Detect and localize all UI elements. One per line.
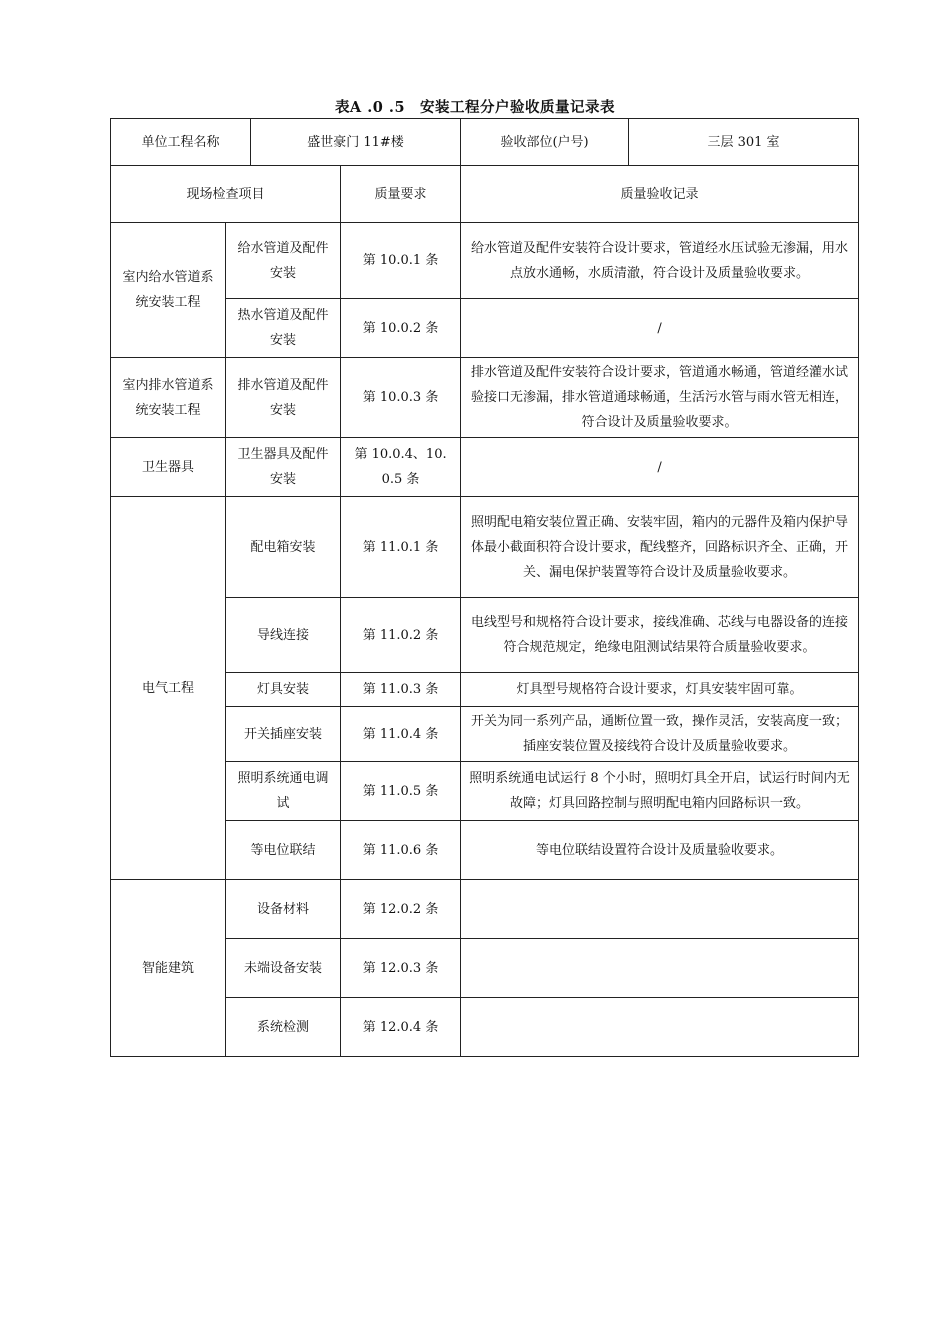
requirement-cell: 第 10.0.2 条 [341,299,461,358]
item-cell: 热水管道及配件安装 [226,299,341,358]
record-cell: 给水管道及配件安装符合设计要求，管道经水压试验无渗漏，用水点放水通畅，水质清澈，符合设计及质量验收要求。 [461,223,859,299]
item-cell: 系统检测 [226,998,341,1057]
record-cell [461,880,859,939]
item-cell: 未端设备安装 [226,939,341,998]
header-row [111,119,859,166]
table-row [111,880,859,939]
requirement-cell: 第 11.0.3 条 [341,673,461,707]
group-smart-building: 智能建筑 [111,880,226,1057]
page-title: 表A .0 .5 安装工程分户验收质量记录表 [334,99,616,116]
record-cell: 灯具型号规格符合设计要求，灯具安装牢固可靠。 [461,673,859,707]
column-header-row [111,166,859,223]
table-row [111,497,859,598]
requirement-cell: 第 11.0.5 条 [341,762,461,821]
item-cell: 卫生器具及配件安装 [226,438,341,497]
unit-name-label: 单位工程名称 [111,119,251,166]
group-drainage: 室内排水管道系统安装工程 [111,358,226,438]
requirement-cell: 第 12.0.4 条 [341,998,461,1057]
column-header-record: 质量验收记录 [461,166,859,223]
record-cell: / [461,438,859,497]
item-cell: 导线连接 [226,598,341,673]
requirement-cell: 第 12.0.3 条 [341,939,461,998]
record-cell: 电线型号和规格符合设计要求，接线准确、芯线与电器设备的连接符合规范规定，绝缘电阻测试结果符合质量验收要求。 [461,598,859,673]
item-cell: 照明系统通电调试 [226,762,341,821]
record-cell [461,939,859,998]
record-cell [461,998,859,1057]
requirement-cell: 第 10.0.1 条 [341,223,461,299]
unit-name-value: 盛世豪门 11#楼 [251,119,461,166]
item-cell: 给水管道及配件安装 [226,223,341,299]
requirement-cell: 第 11.0.2 条 [341,598,461,673]
requirement-cell: 第 10.0.4、10.0.5 条 [341,438,461,497]
column-header-item: 现场检查项目 [111,166,341,223]
table-row [111,358,859,438]
item-cell: 灯具安装 [226,673,341,707]
item-cell: 设备材料 [226,880,341,939]
record-cell: 照明系统通电试运行 8 个小时，照明灯具全开启，试运行时间内无故障；灯具回路控制与照明配电箱内回路标识一致。 [461,762,859,821]
column-header-requirement: 质量要求 [341,166,461,223]
item-cell: 配电箱安装 [226,497,341,598]
record-cell: 排水管道及配件安装符合设计要求，管道通水畅通，管道经灌水试验接口无渗漏，排水管道通球畅通，生活污水管与雨水管无相连，符合设计及质量验收要求。 [461,358,859,438]
requirement-cell: 第 11.0.6 条 [341,821,461,880]
record-cell: 开关为同一系列产品，通断位置一致，操作灵活，安装高度一致；插座安装位置及接线符合设计及质量验收要求。 [461,707,859,762]
inspection-part-value: 三层 301 室 [629,119,859,166]
record-cell: 照明配电箱安装位置正确、安装牢固，箱内的元器件及箱内保护导体最小截面积符合设计要求，配线整齐，回路标识齐全、正确，开关、漏电保护装置等符合设计及质量验收要求。 [461,497,859,598]
group-electrical: 电气工程 [111,497,226,880]
group-sanitary: 卫生器具 [111,438,226,497]
record-cell: 等电位联结设置符合设计及质量验收要求。 [461,821,859,880]
requirement-cell: 第 10.0.3 条 [341,358,461,438]
requirement-cell: 第 12.0.2 条 [341,880,461,939]
item-cell: 等电位联结 [226,821,341,880]
group-water-supply: 室内给水管道系统安装工程 [111,223,226,358]
table-row [111,438,859,497]
requirement-cell: 第 11.0.1 条 [341,497,461,598]
item-cell: 开关插座安装 [226,707,341,762]
requirement-cell: 第 11.0.4 条 [341,707,461,762]
inspection-part-label: 验收部位(户号) [461,119,629,166]
item-cell: 排水管道及配件安装 [226,358,341,438]
inspection-record-table [110,118,859,1057]
record-cell: / [461,299,859,358]
table-row [111,223,859,299]
